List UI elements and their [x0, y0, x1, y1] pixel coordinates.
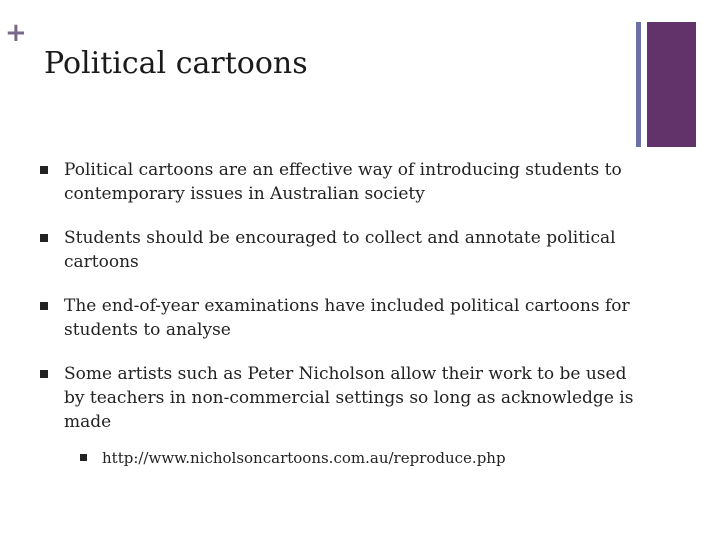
square-bullet-icon: [40, 166, 48, 174]
bullet-item: [40, 294, 640, 342]
bullet-text: Political cartoons are an effective way of introducing students to contemporary issues in Australian society: [64, 160, 622, 204]
slide-title: Political cartoons: [44, 46, 308, 81]
bullet-item: [40, 362, 640, 468]
accent-bar-thick: [647, 22, 696, 147]
reproduction-link[interactable]: http://www.nicholsoncartoons.com.au/reproduce.php: [102, 449, 506, 467]
bullet-item: [40, 158, 640, 206]
square-bullet-icon: [80, 454, 87, 461]
sub-bullet-item: [80, 448, 640, 468]
square-bullet-icon: [40, 370, 48, 378]
bullet-item: [40, 226, 640, 274]
sub-bullet-list: [64, 448, 640, 468]
bullet-text: Some artists such as Peter Nicholson allow their work to be used by teachers in non-commercial settings so long as acknowledge is made: [64, 364, 634, 432]
square-bullet-icon: [40, 234, 48, 242]
plus-icon: +: [5, 18, 27, 48]
square-bullet-icon: [40, 302, 48, 310]
bullet-text: The end-of-year examinations have included political cartoons for students to analyse: [64, 296, 630, 340]
bullet-list: [40, 158, 640, 488]
bullet-text: Students should be encouraged to collect and annotate political cartoons: [64, 228, 616, 272]
